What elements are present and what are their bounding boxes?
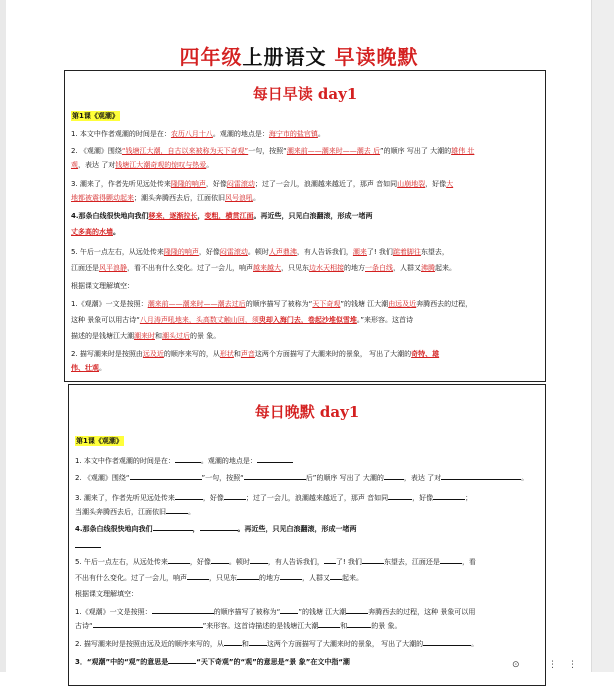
evening-q3-line2: 当潮头奔腾西去后，江面依旧 。 — [75, 505, 535, 517]
evening-q4: 4.那条白线很快地向我们 ， 。再近些，只见白浪翻滚，形成一堵两 — [75, 522, 535, 534]
page-title — [8, 41, 590, 70]
menu-dots-icon-2[interactable]: ⋮ — [568, 660, 577, 670]
morning-q2-line1: 2. 《观潮》围绕“钱塘江大潮，自古以来被称为天下奇观”一句，按照“潮来前——潮来时——潮去 后”的顺序 写出了 大潮的雄伟 壮 — [71, 147, 475, 155]
evening-r2: 2. 描写潮来时是按照由远及近的顺序来写的，从 和 这两个方面描写了大潮来时的景象， 写出了大潮的 。 — [75, 637, 535, 649]
evening-r1-line2: 古诗“ ”来形容。这首诗描述的是钱塘江大潮 和 的景 象。 — [75, 619, 535, 631]
evening-q1: 1. 本文中作者观潮的时间是在： 。观潮的地点是： — [75, 454, 535, 466]
evening-title: 每日晚默 day1 — [254, 403, 360, 421]
morning-q5-line1: 5. 午后一点左右，从远处传来隆隆的响声，好像闷雷滚动。顿时人声鼎沸，有人告诉我们，潮来了! 我们踮着脚往东望去， — [71, 248, 449, 256]
morning-reading-box — [64, 70, 546, 382]
morning-q3-line2: 地都被震得颤动起来；潮头奔腾西去后，江面依旧风号浪吼。 — [71, 194, 260, 202]
morning-q4-line2: 丈多高的水墙。 — [71, 228, 120, 236]
evening-q2: 2. 《观潮》围绕“ ”一句，按照“ 后”的顺序 写出了 大潮的 ，表达 了对 。 — [75, 471, 535, 483]
evening-lesson-label: 第1课《观潮》 — [76, 437, 123, 445]
title-grade: 四年级 — [179, 45, 243, 69]
morning-r1-line2: 这种 景象可以用古诗“八月涛声吼地来，头高数丈触山回，须臾却入海门去，卷起沙堆似雪堆。”来形容。这首诗 — [71, 316, 413, 324]
evening-r1-line1: 1.《观潮》一文是按照： 的顺序描写了被称为“ ”的钱塘 江大潮 奔腾西去的过程，这种 景象可以用 — [75, 605, 535, 617]
morning-q3-line1: 3. 潮来了，作者先听见远处传来隆隆的响声，好像闷雷滚动；过了一会儿，浪潮越来越近了，那声 音如同山崩地裂，好像大 — [71, 180, 454, 188]
evening-dictation-box — [68, 384, 546, 686]
morning-r2-line1: 2. 描写潮来时是按照由远及近的顺序来写的，从形状和声音这两个方面描写了大潮来时的景象， 写出了大潮的奇特、雄 — [71, 350, 440, 358]
morning-title: 每日早读 day1 — [252, 85, 358, 103]
morning-r1-line3: 描述的是钱塘江大潮潮来时和潮头过后的景 象。 — [71, 332, 221, 340]
evening-r3: 3．“观潮”中的“观”的意思是 “天下奇观”的“观”的意思是“景 象”在文中指“潮 — [75, 655, 535, 667]
morning-r1-line1: 1.《观潮》一文是按照：潮来前——潮来时——潮去过后的顺序描写了被称为“天下奇观”的钱塘 江大潮由远及近奔腾西去的过程， — [71, 300, 473, 308]
document-page — [8, 0, 590, 672]
window-left-edge — [0, 0, 6, 672]
morning-q4-line1: 4.那条白线很快地向我们移来，逐渐拉长，变粗，横贯江面。再近些，只见白浪翻滚，形成一堵两 — [71, 212, 373, 220]
title-subject: 上册语文 — [242, 45, 327, 69]
scrollbar[interactable] — [591, 0, 614, 672]
evening-q5-line1: 5. 午后一点左右，从远处传来 ，好像 。顿时 ，有人告诉我们， 了! 我们 东望去，江面还是 ，看 — [75, 555, 535, 567]
morning-q2-line2: 观，表达 了对钱塘江大潮奇观的惊叹与热爱。 — [71, 161, 214, 169]
morning-lesson-label: 第1课《观潮》 — [72, 112, 119, 120]
morning-r2-line2: 伟、壮观。 — [71, 364, 106, 372]
evening-q4-blank — [75, 539, 535, 551]
title-suffix: 早读晚默 — [326, 45, 419, 69]
evening-q3-line1: 3. 潮来了，作者先听见远处传来 ，好像 ；过了一会儿，浪潮越来越近了，那声 音如同 ，好像 ； — [75, 491, 535, 503]
evening-q5-line2: 不出有什么变化。过了一会儿，响声 ，只见东 的地方 ，人群又 起来。 — [75, 571, 535, 583]
morning-q1: 1. 本文中作者观潮的时间是在：农历八月十八。观潮的地点是：海宁市的盐官镇。 — [71, 130, 325, 138]
evening-reading-header: 根据课文理解填空： — [75, 590, 138, 598]
nav-prev-icon[interactable]: ⊙ — [512, 660, 520, 670]
morning-q5-line2: 江面还是风平浪静，看不出有什么变化。过了一会儿，响声越来越大，只见东边水天相接的地方一条白线，人群又沸腾起来。 — [71, 264, 456, 272]
morning-reading-header: 根据课文理解填空： — [71, 282, 134, 290]
menu-dots-icon[interactable]: ⋮ — [548, 660, 557, 670]
